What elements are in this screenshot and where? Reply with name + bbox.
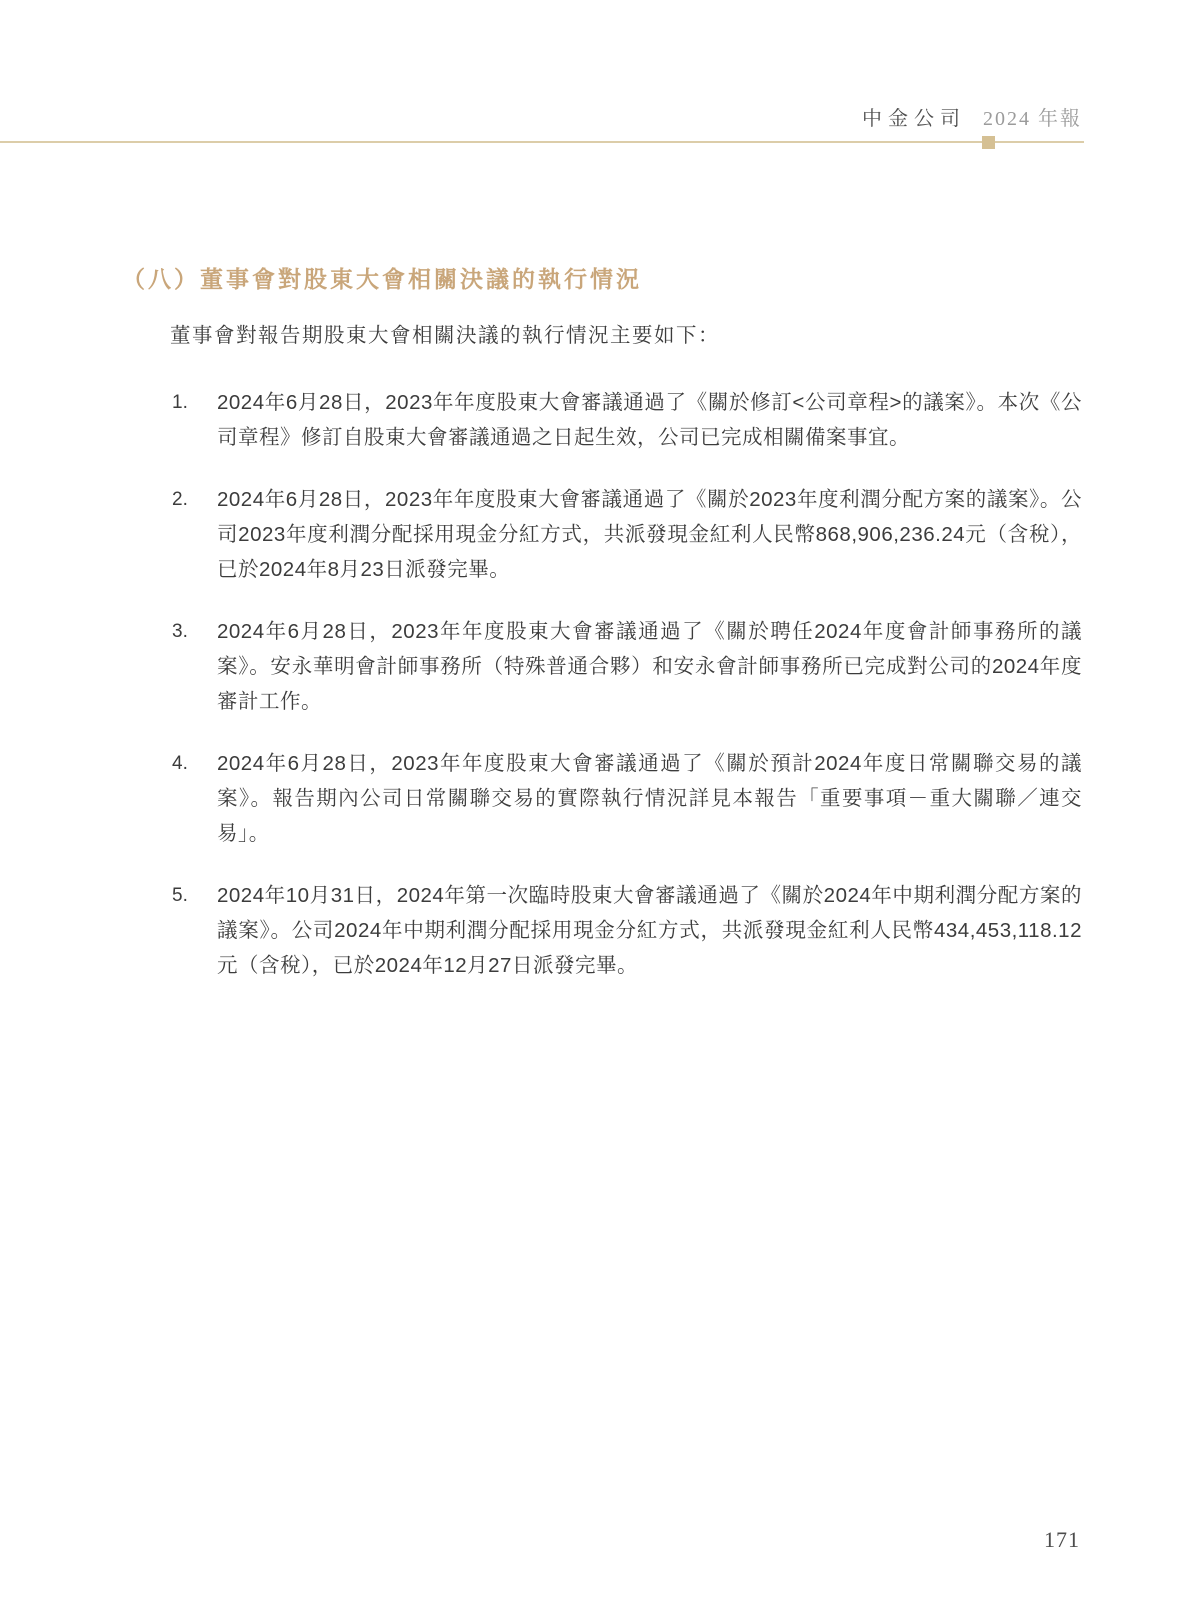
resolution-list <box>122 385 1082 983</box>
list-item-text: 2024年6月28日，2023年年度股東大會審議通過了《關於2023年度利潤分配方案的議案》。公司2023年度利潤分配採用現金分紅方式，共派發現金紅利人民幣868,906,236.24元（含稅），已於2024年8月23日派發完畢。 <box>217 488 1082 581</box>
list-item-text: 2024年6月28日，2023年年度股東大會審議通過了《關於修訂<公司章程>的議案》。本次《公司章程》修訂自股東大會審議通過之日起生效，公司已完成相關備案事宜。 <box>217 391 1082 449</box>
list-item-number: 4. <box>172 753 188 774</box>
running-header <box>862 106 1082 132</box>
list-item <box>122 614 1082 719</box>
header-rule <box>0 141 1084 143</box>
section-content <box>122 264 1082 1010</box>
page-number: 171 <box>1044 1527 1080 1552</box>
company-name: 中金公司 <box>862 108 966 130</box>
list-item <box>122 385 1082 455</box>
header-rule-marker <box>982 136 995 149</box>
section-intro: 董事會對報告期股東大會相關決議的執行情況主要如下： <box>170 324 720 347</box>
section-heading: （八）董事會對股東大會相關決議的執行情況 <box>122 266 642 292</box>
list-item-number: 1. <box>172 392 188 413</box>
report-year: 2024 年報 <box>983 108 1082 130</box>
list-item-text: 2024年6月28日，2023年年度股東大會審議通過了《關於預計2024年度日常關聯交易的議案》。報告期內公司日常關聯交易的實際執行情況詳見本報告「重要事項－重大關聯／連交易」。 <box>217 752 1082 845</box>
list-item-number: 5. <box>172 885 188 906</box>
list-item-text: 2024年6月28日，2023年年度股東大會審議通過了《關於聘任2024年度會計師事務所的議案》。安永華明會計師事務所（特殊普通合夥）和安永會計師事務所已完成對公司的2024年度審計工作。 <box>217 620 1082 713</box>
list-item <box>122 878 1082 983</box>
list-item-text: 2024年10月31日，2024年第一次臨時股東大會審議通過了《關於2024年中期利潤分配方案的議案》。公司2024年中期利潤分配採用現金分紅方式，共派發現金紅利人民幣434,453,118.12元（含稅），已於2024年12月27日派發完畢。 <box>217 884 1082 977</box>
list-item-number: 2. <box>172 489 188 510</box>
list-item <box>122 482 1082 587</box>
list-item-number: 3. <box>172 621 188 642</box>
list-item <box>122 746 1082 851</box>
